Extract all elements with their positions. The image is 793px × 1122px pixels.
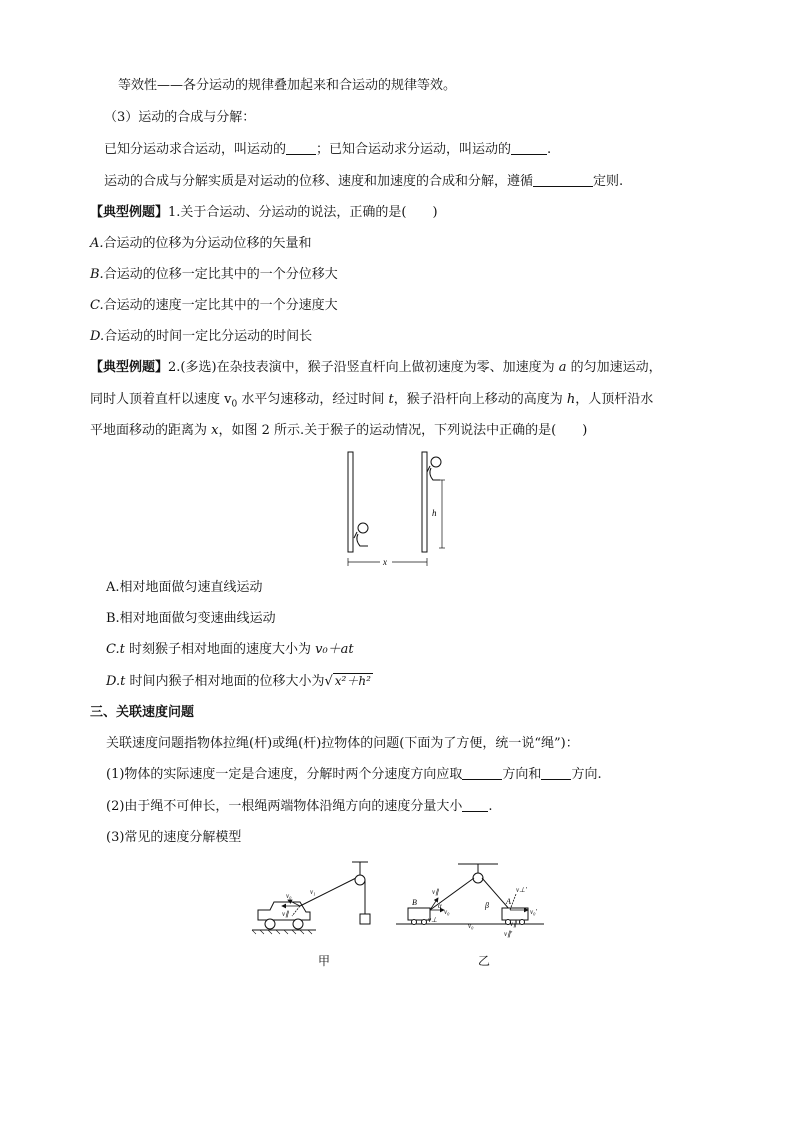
example-2-option-b[interactable]: B.相对地面做匀变速曲线运动 bbox=[106, 611, 276, 626]
paragraph-essence: 运动的合成与分解实质是对运动的位移、速度和加速度的合成和分解，遵循 定则. bbox=[104, 174, 624, 189]
svg-text:v∥': v∥' bbox=[504, 930, 513, 938]
svg-text:v₀: v₀ bbox=[286, 892, 292, 900]
svg-text:v₀: v₀ bbox=[468, 922, 474, 930]
svg-text:v⊥': v⊥' bbox=[516, 886, 527, 894]
blank-3[interactable] bbox=[533, 172, 593, 187]
example-1-option-a[interactable]: A.合运动的位移为分运动位移的矢量和 bbox=[90, 236, 312, 251]
svg-text:α: α bbox=[438, 902, 442, 910]
section-3-point-1: (1)物体的实际速度一定是合速度，分解时两个分速度方向应取 方向和 方向. bbox=[106, 767, 602, 782]
example-2-line-1: 【典型例题】2.(多选)在杂技表演中，猴子沿竖直杆向上做初速度为零、加速度为 a 的匀加速运动， bbox=[90, 360, 662, 375]
svg-text:β: β bbox=[485, 901, 489, 910]
blank-4[interactable] bbox=[462, 765, 502, 780]
velocity-decomposition-figure bbox=[248, 858, 548, 940]
svg-text:v⊥: v⊥ bbox=[428, 916, 438, 924]
example-1-option-d[interactable]: D.合运动的时间一定比分运动的时间长 bbox=[90, 329, 313, 344]
section-3-point-3: (3)常见的速度分解模型 bbox=[106, 830, 242, 845]
svg-text:v₁: v₁ bbox=[310, 888, 316, 896]
svg-text:v∥: v∥ bbox=[432, 888, 439, 896]
example-2-line-2: 同时人顶着直杆以速度 $v_0$ 水平匀速移动，经过时间 t，猴子沿杆向上移动的高度为 h，人顶杆沿水 bbox=[90, 392, 654, 410]
svg-text:v∥: v∥ bbox=[510, 920, 517, 928]
heading-composition: （3）运动的合成与分解： bbox=[104, 110, 256, 125]
monkey-pole-figure bbox=[330, 448, 470, 572]
label-x: x bbox=[383, 557, 387, 567]
svg-text:A: A bbox=[506, 897, 511, 906]
paragraph-equivalence: 等效性——各分运动的规律叠加起来和合运动的规律等效。 bbox=[118, 78, 457, 93]
example-2-line-3: 平地面移动的距离为 x，如图 2 所示.关于猴子的运动情况，下列说法中正确的是( ) bbox=[90, 423, 588, 438]
figure-caption-yi: 乙 bbox=[478, 954, 491, 968]
diagram-jia bbox=[252, 862, 370, 934]
example-1-option-c[interactable]: C.合运动的速度一定比其中的一个分速度大 bbox=[90, 298, 338, 313]
monkey-icon bbox=[354, 523, 368, 546]
example-2-option-a[interactable]: A.相对地面做匀速直线运动 bbox=[106, 580, 263, 595]
svg-text:v₀': v₀' bbox=[530, 908, 538, 916]
sqrt-expression: √ x²＋h² bbox=[324, 674, 371, 689]
example-1-question: 【典型例题】1.关于合运动、分运动的说法，正确的是( ) bbox=[90, 205, 438, 220]
svg-text:B: B bbox=[412, 898, 417, 907]
example-1-option-b[interactable]: B.合运动的位移一定比其中的一个分位移大 bbox=[90, 267, 338, 282]
paragraph-composition: 已知分运动求合运动，叫运动的 ；已知合运动求分运动，叫运动的 . bbox=[104, 142, 552, 157]
diagram-yi bbox=[396, 864, 544, 938]
blank-2[interactable] bbox=[511, 140, 547, 155]
svg-text:v₀: v₀ bbox=[444, 908, 450, 916]
label-h: h bbox=[432, 508, 437, 518]
blank-1[interactable] bbox=[286, 140, 316, 155]
pulley-icon bbox=[355, 875, 365, 885]
figure-caption-jia: 甲 bbox=[318, 954, 331, 968]
example-2-option-d[interactable]: D.t 时间内猴子相对地面的位移大小为√ x²＋h² bbox=[106, 671, 373, 692]
example-2-option-c[interactable]: C.t 时刻猴子相对地面的速度大小为 v₀＋at bbox=[106, 642, 354, 657]
section-3-intro: 关联速度问题指物体拉绳(杆)或绳(杆)拉物体的问题(下面为了方便，统一说“绳”)： bbox=[106, 736, 579, 751]
blank-6[interactable] bbox=[462, 797, 488, 812]
svg-text:v∥: v∥ bbox=[282, 910, 289, 918]
section-3-point-2: (2)由于绳不可伸长，一根绳两端物体沿绳方向的速度分量大小 . bbox=[106, 799, 493, 814]
monkey-icon bbox=[427, 457, 441, 480]
blank-5[interactable] bbox=[541, 765, 571, 780]
section-3-heading: 三、关联速度问题 bbox=[90, 705, 195, 720]
pulley-icon bbox=[473, 873, 483, 883]
